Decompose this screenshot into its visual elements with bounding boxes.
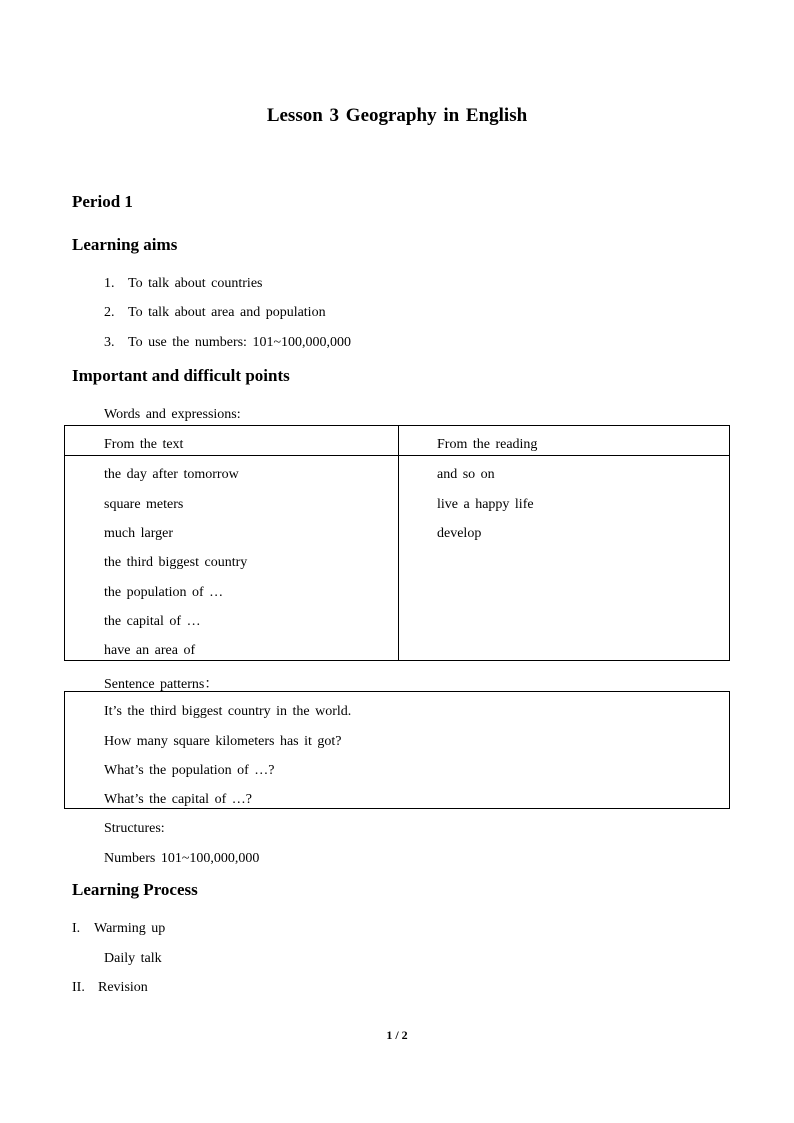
table-cell: the day after tomorrow — [104, 467, 239, 482]
table-cell: have an area of — [104, 643, 196, 658]
table-cell: the capital of … — [104, 614, 201, 629]
learning-aim-item — [104, 276, 263, 292]
sentence-item: It’s the third biggest country in the world. — [104, 704, 352, 719]
table-cell: live a happy life — [437, 497, 534, 512]
learning-aim-item — [104, 335, 351, 351]
list-text: To talk about countries — [128, 276, 263, 291]
sentence-patterns-box — [64, 691, 730, 809]
sentence-patterns-label: Sentence patterns： — [104, 677, 219, 692]
step-number: II. — [72, 980, 85, 995]
words-label: Words and expressions: — [104, 407, 241, 422]
sentence-item: What’s the population of …? — [104, 763, 275, 778]
table-cell: square meters — [104, 497, 184, 512]
process-step — [72, 980, 148, 996]
structures-value: Numbers 101~100,000,000 — [104, 851, 260, 866]
column-divider — [398, 426, 399, 660]
process-step — [72, 921, 165, 937]
sentence-item: What’s the capital of …? — [104, 792, 252, 807]
structures-label: Structures: — [104, 821, 165, 836]
table-header-text: From the text — [104, 437, 184, 452]
page-number: 1 / 2 — [386, 1028, 408, 1042]
list-text: To talk about area and population — [128, 305, 326, 320]
header-divider — [65, 455, 729, 456]
list-text: To use the numbers: 101~100,000,000 — [128, 335, 352, 350]
list-number: 1. — [104, 276, 115, 291]
words-table — [64, 425, 730, 661]
table-header-reading: From the reading — [437, 437, 538, 452]
table-cell: the third biggest country — [104, 555, 248, 570]
important-points-heading: Important and difficult points — [72, 366, 290, 385]
step-text: Revision — [98, 980, 148, 995]
learning-aims-heading: Learning aims — [72, 235, 178, 254]
period-heading: Period 1 — [72, 192, 133, 211]
list-number: 2. — [104, 305, 115, 320]
step-number: I. — [72, 921, 81, 936]
sentence-item: How many square kilometers has it got? — [104, 734, 342, 749]
learning-aim-item — [104, 305, 326, 321]
table-cell: much larger — [104, 526, 173, 541]
learning-process-heading: Learning Process — [72, 880, 198, 899]
list-number: 3. — [104, 335, 115, 350]
daily-talk: Daily talk — [104, 951, 162, 966]
table-cell: and so on — [437, 467, 495, 482]
document-title: Lesson 3 Geography in English — [266, 105, 528, 126]
table-cell: the population of … — [104, 585, 224, 600]
table-cell: develop — [437, 526, 482, 541]
step-text: Warming up — [94, 921, 166, 936]
